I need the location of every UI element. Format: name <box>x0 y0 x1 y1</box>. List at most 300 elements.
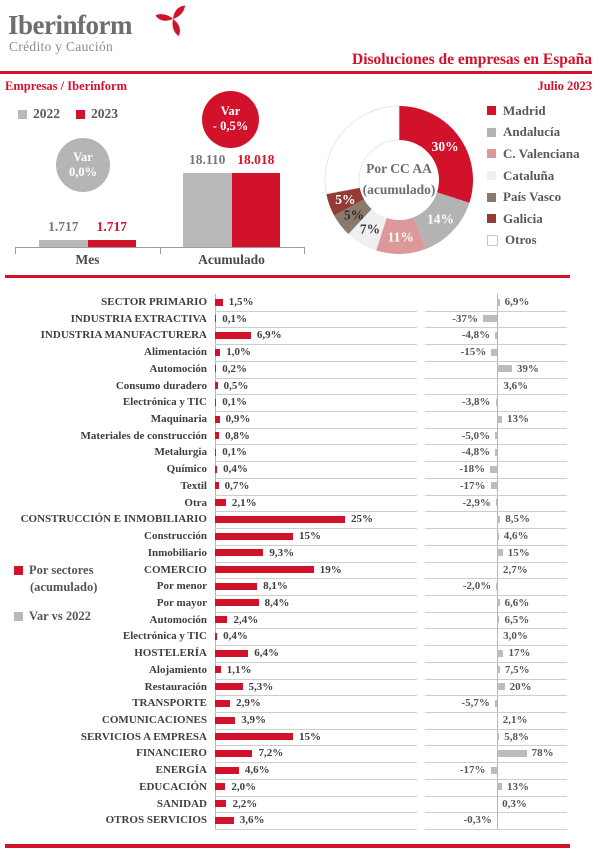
sector-bar <box>215 783 225 790</box>
sector-bar-cell <box>215 645 417 663</box>
sector-bar-value: 0,1% <box>222 446 247 459</box>
sector-var-cell <box>425 411 567 429</box>
sector-divider-bottom <box>5 844 570 848</box>
sector-var-cell <box>425 461 567 479</box>
sector-var-cell <box>425 378 567 396</box>
sector-bar <box>215 700 230 707</box>
var-badge-acumulado-line2: - 0,5% <box>212 119 249 133</box>
sector-bar <box>215 482 219 489</box>
sector-label: INDUSTRIA EXTRACTIVA <box>70 312 207 325</box>
sector-var-value: -2,0% <box>462 580 492 593</box>
bar-2023 <box>232 173 281 247</box>
sector-var-cell <box>425 528 567 546</box>
ccaa-legend-item <box>487 165 580 187</box>
sector-var-cell <box>425 745 567 763</box>
sector-bar-value: 2,0% <box>231 780 257 793</box>
sector-var-bar <box>496 583 497 590</box>
sector-var-value: 7,5% <box>504 663 530 676</box>
sector-bar-value: 9,3% <box>269 546 295 559</box>
sector-bar-value: 25% <box>351 513 373 526</box>
donut-segment-value: 11% <box>387 229 414 245</box>
sector-var-bar <box>491 767 497 774</box>
donut-segment-value: 5% <box>343 207 365 223</box>
sector-var-cell <box>425 779 567 797</box>
sector-row <box>0 762 600 779</box>
sector-bar <box>215 416 220 423</box>
sector-var-value: -2,9% <box>462 496 491 509</box>
sector-var-cell <box>425 545 567 563</box>
donut-center-line1: Por CC AA <box>366 161 432 176</box>
sector-var-value: 3,0% <box>503 630 528 643</box>
sector-var-cell <box>425 729 567 747</box>
legend-label-sectores: Por sectores <box>29 563 94 577</box>
sector-bar-cell <box>215 428 417 446</box>
sector-var-value: -3,8% <box>462 396 491 409</box>
sector-var-bar <box>491 349 497 356</box>
sector-var-cell <box>425 294 567 312</box>
sector-var-bar <box>497 299 500 306</box>
sector-bar-value: 19% <box>319 563 342 576</box>
sector-var-bar <box>497 783 502 790</box>
sector-label: Por menor <box>156 580 207 593</box>
sector-label: Electrónica y TIC <box>122 396 207 409</box>
sector-var-cell <box>425 612 567 630</box>
sector-bar-cell <box>215 812 417 830</box>
ccaa-legend-swatch <box>487 235 498 246</box>
sector-row <box>0 444 600 461</box>
sector-row <box>0 327 600 344</box>
sector-bar-cell <box>215 361 417 379</box>
sector-bar-value: 1,1% <box>226 663 252 676</box>
sector-row <box>0 595 600 612</box>
sector-var-value: 4,6% <box>503 530 529 543</box>
sector-row <box>0 712 600 729</box>
sector-bar-cell <box>215 695 417 713</box>
period-label: Julio 2023 <box>537 79 592 93</box>
sector-bar-value: 6,4% <box>254 647 280 660</box>
sector-var-bar <box>490 466 497 473</box>
logo-text: Iberinform <box>8 10 132 40</box>
sector-var-cell <box>425 511 567 529</box>
var-badge-mes-line2: 0,0% <box>68 165 98 179</box>
ccaa-legend-item <box>487 122 580 144</box>
sector-bar <box>215 315 216 322</box>
sector-bar <box>215 817 234 824</box>
sector-var-bar <box>497 599 500 606</box>
sector-var-bar <box>497 666 500 673</box>
sector-row <box>0 645 600 662</box>
sector-bar-cell <box>215 344 417 362</box>
sector-row <box>0 378 600 395</box>
sector-bar <box>215 733 293 740</box>
sector-var-value: 5,8% <box>504 730 529 743</box>
sector-bar <box>215 516 345 523</box>
sector-divider-top <box>5 275 570 278</box>
sector-row <box>0 461 600 478</box>
bar-value-2023: 18.018 <box>237 152 275 167</box>
legend-label-sectores-2: (acumulado) <box>30 580 98 594</box>
sector-var-cell <box>425 478 567 496</box>
sector-bar-cell <box>215 679 417 697</box>
bar-2023 <box>88 240 137 247</box>
sector-row <box>0 562 600 579</box>
sector-bar-value: 0,1% <box>222 312 247 325</box>
sector-label: INDUSTRIA MANUFACTURERA <box>40 329 207 342</box>
sector-label: Alimentación <box>144 346 207 359</box>
sector-bar <box>215 583 257 590</box>
sector-bar-value: 2,1% <box>231 496 257 509</box>
sector-bar-value: 0,9% <box>225 413 251 426</box>
sector-label: Consumo duradero <box>115 379 207 392</box>
sector-bar-cell <box>215 595 417 613</box>
ccaa-legend-swatch <box>487 193 496 202</box>
sector-row <box>0 796 600 813</box>
sector-var-cell <box>425 428 567 446</box>
sector-bar-cell <box>215 444 417 462</box>
sector-label: Metalurgia <box>154 446 207 459</box>
sector-var-bar <box>495 700 497 707</box>
sector-bar <box>215 633 217 640</box>
sector-label: Construcción <box>144 530 207 543</box>
sector-bar <box>215 533 293 540</box>
sector-bar <box>215 800 226 807</box>
sector-bar <box>215 299 223 306</box>
sector-row <box>0 528 600 545</box>
sector-bar-cell <box>215 327 417 345</box>
sector-var-bar <box>497 616 499 623</box>
sector-bar-value: 0,4% <box>223 630 248 643</box>
sector-bar-cell <box>215 745 417 763</box>
sector-var-cell <box>425 645 567 663</box>
sector-bar <box>215 466 217 473</box>
sector-row <box>0 628 600 645</box>
sector-var-cell <box>425 311 567 329</box>
ccaa-legend-label: Cataluña <box>503 167 555 183</box>
bar-value-2022: 1.717 <box>48 219 79 234</box>
bar-value-2022: 18.110 <box>189 152 226 167</box>
sector-bar <box>215 616 227 623</box>
sector-row <box>0 578 600 595</box>
sector-var-bar <box>497 733 499 740</box>
ccaa-legend <box>487 100 580 251</box>
sector-label: Restauración <box>144 680 207 693</box>
sector-bar <box>215 717 235 724</box>
sector-label: SANIDAD <box>156 797 207 810</box>
sector-label: Automoción <box>149 362 207 375</box>
sector-label: Materiales de construcción <box>80 429 207 442</box>
sector-label: Maquinaria <box>150 413 207 426</box>
sector-bar-value: 5,3% <box>248 680 274 693</box>
sector-var-bar <box>497 717 498 724</box>
bar-category-label: Mes <box>75 252 100 267</box>
sector-bar <box>215 365 216 372</box>
donut-segment-value: 5% <box>335 191 356 207</box>
sector-bar-cell <box>215 779 417 797</box>
sector-row <box>0 695 600 712</box>
sector-row <box>0 428 600 445</box>
sector-bar-cell <box>215 511 417 529</box>
sector-bar-value: 0,7% <box>224 479 250 492</box>
sector-row <box>0 729 600 746</box>
sector-bar-cell <box>215 394 417 412</box>
sector-var-cell <box>425 344 567 362</box>
sector-bar-value: 2,9% <box>236 697 261 710</box>
sector-var-value: -17% <box>459 479 486 492</box>
sector-bar-value: 3,9% <box>241 714 267 726</box>
donut-segment-value: 7% <box>359 221 381 237</box>
sector-var-value: 8,5% <box>505 513 530 526</box>
sector-bar <box>215 399 216 406</box>
donut-segment-value: 14% <box>427 211 455 227</box>
breadcrumb: Empresas / Iberinform <box>5 79 127 93</box>
ccaa-legend-item <box>487 208 580 230</box>
sector-bar-value: 7,2% <box>258 747 284 760</box>
sector-bar-value: 6,9% <box>256 329 282 342</box>
sector-label: Automoción <box>149 613 207 626</box>
sector-bar <box>215 750 252 757</box>
bar-value-2023: 1.717 <box>96 219 127 234</box>
sector-var-value: -15% <box>460 346 487 359</box>
logo-subtitle: Crédito y Caución <box>9 39 114 54</box>
sector-var-cell <box>425 394 567 412</box>
sector-label: TRANSPORTE <box>132 697 207 710</box>
sector-bar-cell <box>215 628 417 646</box>
sector-var-value: -37% <box>452 312 478 325</box>
sector-bar <box>215 566 314 573</box>
sector-bar-value: 0,8% <box>225 429 250 442</box>
sector-var-cell <box>425 712 567 730</box>
sector-var-cell <box>425 327 567 345</box>
bar-category-label: Acumulado <box>198 252 265 267</box>
sector-var-bar <box>497 650 503 657</box>
sector-bar-value: 8,1% <box>263 580 288 593</box>
sector-row <box>0 478 600 495</box>
sector-bar-cell <box>215 545 417 563</box>
sector-bar-value: 2,2% <box>232 797 258 810</box>
sector-var-value: -17% <box>459 764 486 777</box>
sector-var-bar <box>497 683 505 690</box>
sector-bar-cell <box>215 411 417 429</box>
sector-bar <box>215 449 216 456</box>
sector-var-bar <box>495 432 497 439</box>
sector-var-cell <box>425 762 567 780</box>
sector-var-value: 6,6% <box>504 596 530 609</box>
sector-bar <box>215 332 251 339</box>
var-badge-acumulado-line1: Var <box>220 104 241 118</box>
sector-bar-cell <box>215 562 417 580</box>
sector-bar <box>215 666 221 673</box>
bar-2022 <box>39 240 88 247</box>
sector-var-bar <box>497 516 500 523</box>
page-title: Disoluciones de empresas en España <box>352 51 592 68</box>
sector-var-bar <box>495 332 497 339</box>
sector-bar-value: 4,6% <box>244 764 270 777</box>
sector-var-bar <box>497 533 499 540</box>
sector-var-cell <box>425 695 567 713</box>
sector-label: Inmobiliario <box>147 546 207 559</box>
sector-var-cell <box>425 812 567 830</box>
sector-var-cell <box>425 444 567 462</box>
var-badge-mes-line1: Var <box>73 150 93 164</box>
sector-var-bar <box>497 416 502 423</box>
sector-row <box>0 612 600 629</box>
sector-var-value: 17% <box>508 647 531 660</box>
sector-label: EDUCACIÓN <box>139 780 207 793</box>
legend-label-2022: 2022 <box>33 106 60 121</box>
legend-label-var: Var vs 2022 <box>29 609 91 623</box>
sector-var-value: -18% <box>459 463 486 476</box>
sector-row <box>0 662 600 679</box>
sector-label: OTROS SERVICIOS <box>105 814 207 827</box>
sector-bar-value: 0,5% <box>223 379 249 392</box>
ccaa-legend-swatch <box>487 128 496 137</box>
sector-bar <box>215 650 248 657</box>
ccaa-legend-item <box>487 186 580 208</box>
sector-label: COMERCIO <box>144 563 207 576</box>
sector-bar-value: 0,2% <box>222 362 247 375</box>
sector-var-bar <box>496 399 497 406</box>
sector-var-value: 20% <box>509 680 532 693</box>
sector-bar-cell <box>215 712 417 730</box>
sector-var-value: 78% <box>531 747 554 760</box>
sector-var-bar <box>483 315 497 322</box>
donut-center-line2: (acumulado) <box>362 181 436 197</box>
sector-row <box>0 812 600 829</box>
sector-var-cell <box>425 361 567 379</box>
sector-label: Electrónica y TIC <box>122 630 207 643</box>
ccaa-legend-item <box>487 100 580 122</box>
sector-var-value: 2,1% <box>502 714 528 726</box>
ccaa-legend-item <box>487 143 580 165</box>
sector-bar <box>215 549 263 556</box>
legend-label-2023: 2023 <box>91 106 118 121</box>
sector-bar-cell <box>215 796 417 814</box>
sector-row <box>0 311 600 328</box>
ccaa-legend-swatch <box>487 171 496 180</box>
sector-row <box>0 495 600 512</box>
sector-var-value: -4,8% <box>461 329 491 342</box>
sector-var-cell <box>425 628 567 646</box>
sector-var-cell <box>425 495 567 513</box>
sector-bar <box>215 683 243 690</box>
sector-var-bar <box>495 449 497 456</box>
sector-bar-value: 8,4% <box>264 596 290 609</box>
donut-center-label <box>339 159 459 200</box>
sector-bar-cell <box>215 578 417 596</box>
sector-var-bar <box>497 633 498 640</box>
sector-label: Por mayor <box>156 596 207 609</box>
ccaa-legend-label: C. Valenciana <box>503 145 580 161</box>
bar-2022 <box>183 173 232 247</box>
sector-bar-cell <box>215 612 417 630</box>
sector-label: Químico <box>166 463 207 476</box>
sector-var-value: 3,6% <box>503 379 529 392</box>
sector-label: COMUNICACIONES <box>101 714 207 726</box>
sector-var-bar <box>497 382 498 389</box>
sector-row <box>0 344 600 361</box>
sector-row <box>0 411 600 428</box>
axis-tick-left <box>15 247 16 254</box>
sector-bar-value: 2,4% <box>233 613 259 626</box>
sector-var-cell <box>425 562 567 580</box>
ccaa-legend-label: País Vasco <box>503 189 562 205</box>
ccaa-legend-label: Otros <box>505 232 537 248</box>
sector-row <box>0 294 600 311</box>
sector-var-bar <box>496 499 497 506</box>
sector-bar-cell <box>215 762 417 780</box>
sector-var-value: 2,7% <box>503 563 528 576</box>
ccaa-legend-swatch <box>487 106 496 115</box>
sector-bar <box>215 382 218 389</box>
sector-var-value: -4,8% <box>461 446 491 459</box>
sector-var-cell <box>425 662 567 680</box>
sector-var-cell <box>425 796 567 814</box>
sector-label: Otra <box>184 496 207 509</box>
sector-bar-cell <box>215 461 417 479</box>
sector-label: FINANCIERO <box>136 747 207 760</box>
sector-bar-value: 15% <box>299 530 321 543</box>
ccaa-legend-label: Andalucía <box>503 124 561 140</box>
sector-var-bar <box>497 365 512 372</box>
sector-bar-value: 1,0% <box>226 346 251 359</box>
sector-label: ENERGÍA <box>155 764 207 777</box>
sector-label: Alojamiento <box>148 663 207 676</box>
sector-var-value: 6,9% <box>504 296 530 308</box>
sector-var-value: -0,3% <box>463 814 492 827</box>
sector-var-cell <box>425 679 567 697</box>
sector-row <box>0 745 600 762</box>
sector-row <box>0 361 600 378</box>
sector-label: HOSTELERÍA <box>134 647 207 660</box>
sector-var-value: -5,7% <box>461 697 490 710</box>
sector-bar-table <box>0 294 600 830</box>
sector-bar-value: 15% <box>299 730 321 743</box>
sector-bar-value: 3,6% <box>239 814 265 827</box>
sector-var-cell <box>425 578 567 596</box>
ccaa-legend-swatch <box>487 214 496 223</box>
sector-label: SECTOR PRIMARIO <box>101 296 207 308</box>
sector-label: Textil <box>180 479 207 492</box>
sector-bar-value: 0,1% <box>222 396 247 409</box>
sector-bar-cell <box>215 311 417 329</box>
sector-bar-cell <box>215 729 417 747</box>
sector-var-value: 13% <box>506 780 529 793</box>
sector-var-bar <box>497 566 498 573</box>
sector-var-cell <box>425 595 567 613</box>
sector-var-value: 0,3% <box>502 797 527 810</box>
sector-bar-cell <box>215 662 417 680</box>
axis-tick-right <box>304 247 305 254</box>
sector-bar-cell <box>215 478 417 496</box>
ccaa-legend-swatch <box>487 149 496 158</box>
donut-segment-value: 30% <box>431 138 459 154</box>
sector-row <box>0 545 600 562</box>
ccaa-legend-item <box>487 230 580 252</box>
sector-bar <box>215 349 220 356</box>
sector-label: CONSTRUCCIÓN E INMOBILIARIO <box>20 513 207 526</box>
ccaa-legend-label: Galicia <box>503 210 543 226</box>
sector-row <box>0 394 600 411</box>
sector-bar-cell <box>215 495 417 513</box>
sector-bar-value: 1,5% <box>228 296 254 308</box>
sector-var-bar <box>491 482 497 489</box>
ccaa-legend-label: Madrid <box>503 102 546 118</box>
sector-var-value: 13% <box>506 413 529 426</box>
sector-row <box>0 779 600 796</box>
sector-var-value: -5,0% <box>461 429 491 442</box>
axis-tick-middle <box>160 247 161 254</box>
sector-bar <box>215 432 219 439</box>
